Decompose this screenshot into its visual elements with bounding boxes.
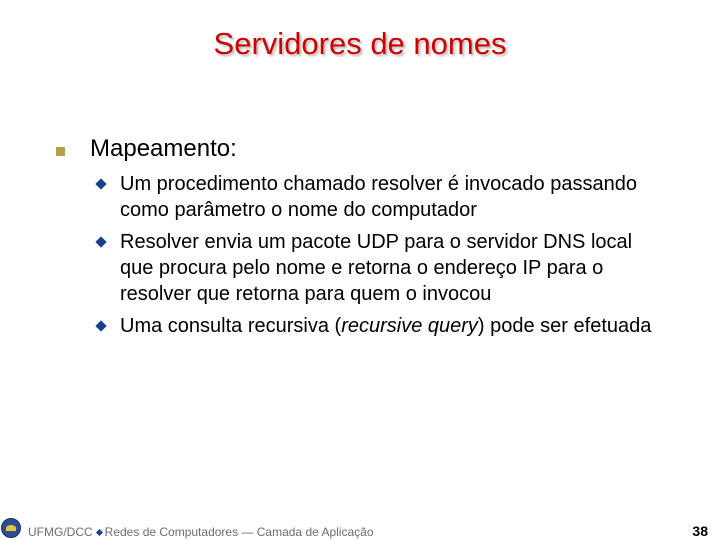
square-bullet-icon — [56, 147, 65, 156]
slide-footer — [0, 518, 720, 540]
sub-bullet-text-italic: recursive query — [341, 315, 478, 337]
footer-text — [28, 525, 374, 539]
sub-bullet-text-end: ) pode ser efetuada — [477, 315, 652, 337]
sub-bullet-text — [120, 313, 660, 339]
diamond-bullet-icon — [95, 236, 106, 247]
bullet-label: Mapeamento: — [90, 135, 237, 162]
diamond-separator-icon — [96, 529, 103, 536]
diamond-bullet-icon — [95, 178, 106, 189]
sub-bullet-text-start: Uma consulta recursiva ( — [120, 315, 342, 337]
sub-bullet-text: Resolver envia um pacote UDP para o servidor DNS local que procura pelo nome e retorna o endereço IP para o resolver que retorna para quem o invocou — [120, 231, 633, 305]
footer-institution: UFMG/DCC — [28, 525, 93, 539]
sub-bullet-text: Um procedimento chamado resolver é invocado passando como parâmetro o nome do computador — [120, 173, 637, 221]
university-logo-icon — [1, 518, 21, 538]
slide-title: Servidores de nomes — [213, 26, 507, 61]
page-number: 38 — [692, 523, 708, 539]
footer-course: Redes de Computadores — Camada de Aplicação — [104, 525, 374, 539]
diamond-bullet-icon — [95, 320, 106, 331]
